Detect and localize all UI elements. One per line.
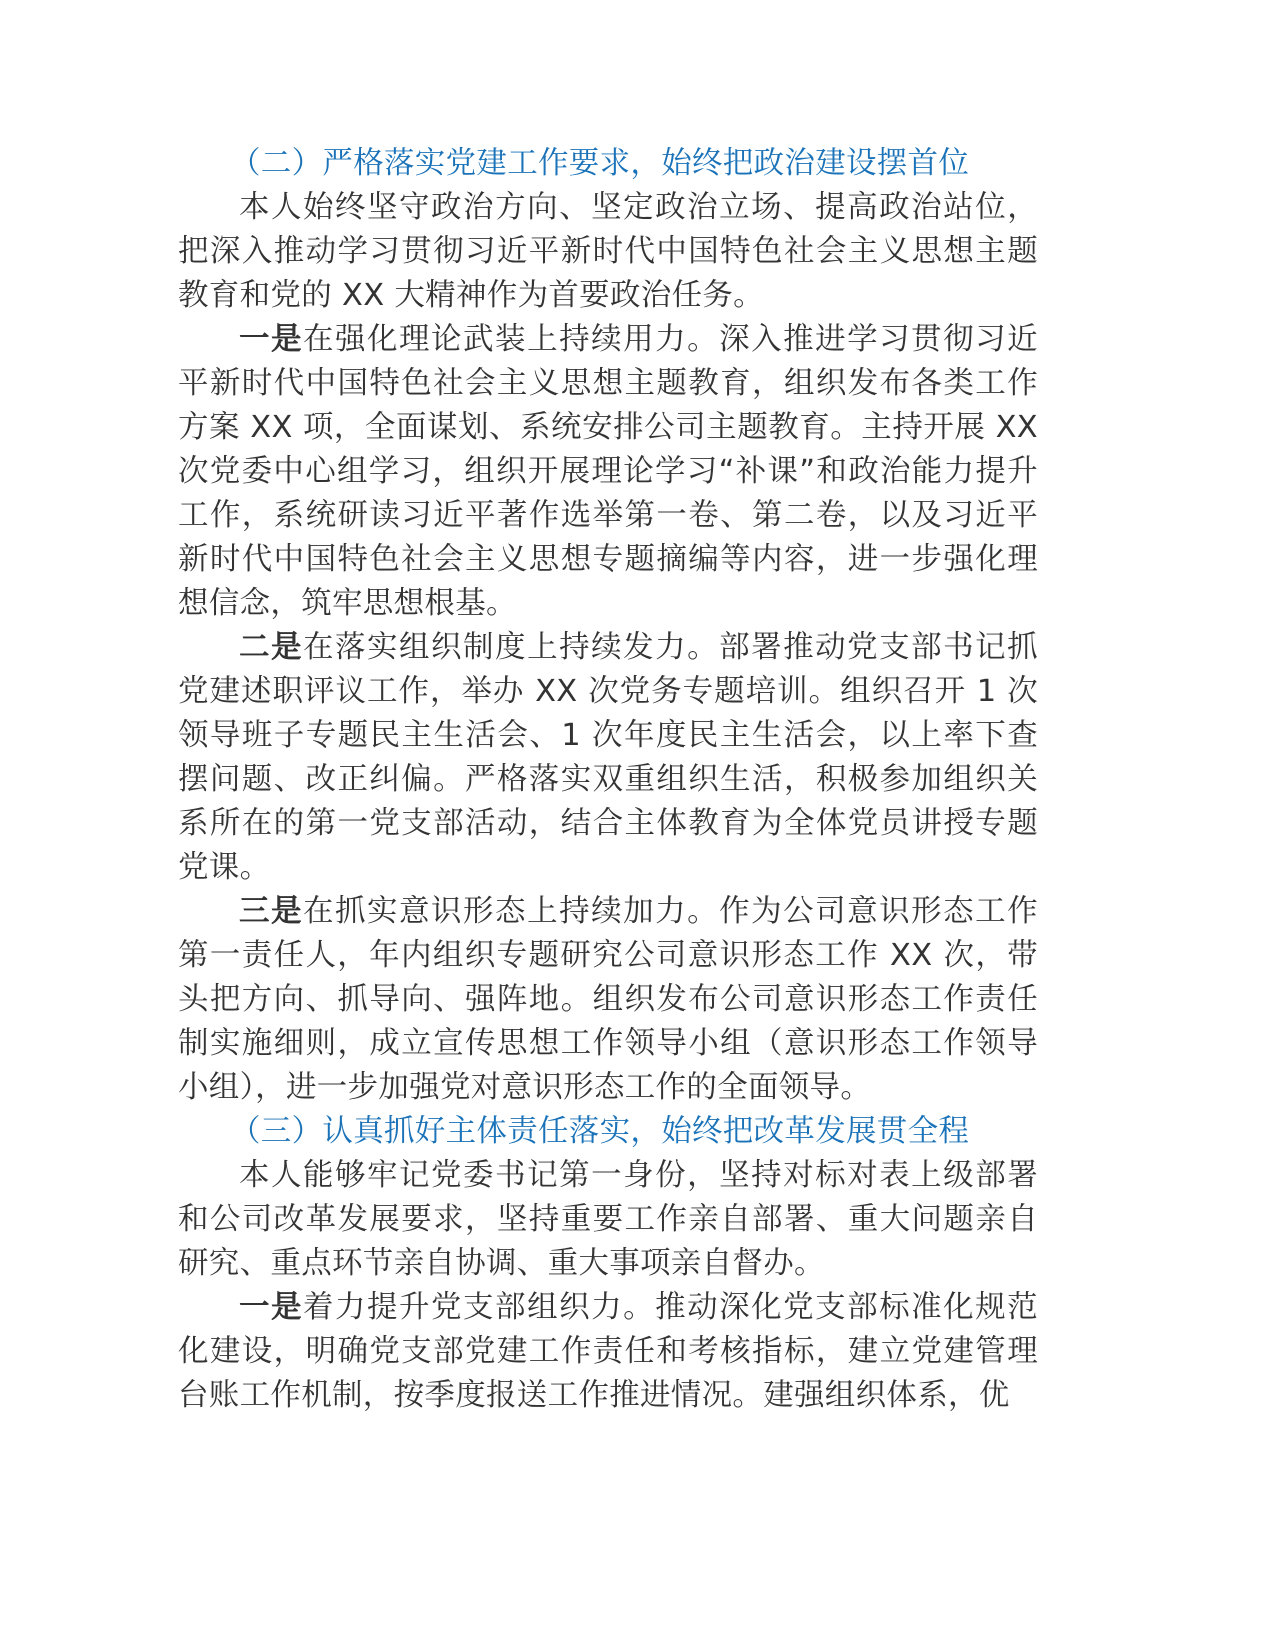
- item-text: 着力提升党支部组织力。推动深化党支部标准化规范化建设，明确党支部党建工作责任和考核指标，建立党建管理台账工作机制，按季度报送工作推进情况。建强组织体系，优: [178, 1290, 1038, 1413]
- section-2-item-1: [178, 318, 1038, 626]
- item-text: 在强化理论武装上持续用力。深入推进学习贯彻习近平新时代中国特色社会主义思想主题教育，组织发布各类工作方案 XX 项，全面谋划、系统安排公司主题教育。主持开展 XX 次党委中心组学习，组织开展理论学习“补课”和政治能力提升工作，系统研读习近平著作选举第一卷、第二卷，以及习近平新时代中国特色社会主义思想专题摘编等内容，进一步强化理想信念，筑牢思想根基。: [178, 322, 1038, 621]
- item-lead: 二是: [239, 630, 304, 665]
- section-2-intro: 本人始终坚守政治方向、坚定政治立场、提高政治站位，把深入推动学习贯彻习近平新时代中国特色社会主义思想主题教育和党的 XX 大精神作为首要政治任务。: [178, 190, 1038, 313]
- section-2-item-3: [178, 890, 1038, 1110]
- document-page: [178, 142, 1038, 1418]
- item-lead: 三是: [239, 894, 304, 929]
- section-2-item-2: [178, 626, 1038, 890]
- section-3-item-1: [178, 1286, 1038, 1418]
- item-text: 在抓实意识形态上持续加力。作为公司意识形态工作第一责任人，年内组织专题研究公司意识形态工作 XX 次，带头把方向、抓导向、强阵地。组织发布公司意识形态工作责任制实施细则，成立宣传思想工作领导小组（意识形态工作领导小组），进一步加强党对意识形态工作的全面领导。: [178, 894, 1038, 1105]
- section-3-intro: 本人能够牢记党委书记第一身份，坚持对标对表上级部署和公司改革发展要求，坚持重要工作亲自部署、重大问题亲自研究、重点环节亲自协调、重大事项亲自督办。: [178, 1158, 1038, 1281]
- item-lead: 一是: [239, 1290, 304, 1325]
- item-text: 在落实组织制度上持续发力。部署推动党支部书记抓党建述职评议工作，举办 XX 次党务专题培训。组织召开 1 次领导班子专题民主生活会、1 次年度民主生活会，以上率下查摆问题、改正纠偏。严格落实双重组织生活，积极参加组织关系所在的第一党支部活动，结合主体教育为全体党员讲授专题党课。: [178, 630, 1038, 885]
- item-lead: 一是: [239, 322, 304, 357]
- section-heading-3: （三）认真抓好主体责任落实，始终把改革发展贯全程: [230, 1114, 970, 1149]
- section-heading-2: （二）严格落实党建工作要求，始终把政治建设摆首位: [230, 146, 970, 181]
